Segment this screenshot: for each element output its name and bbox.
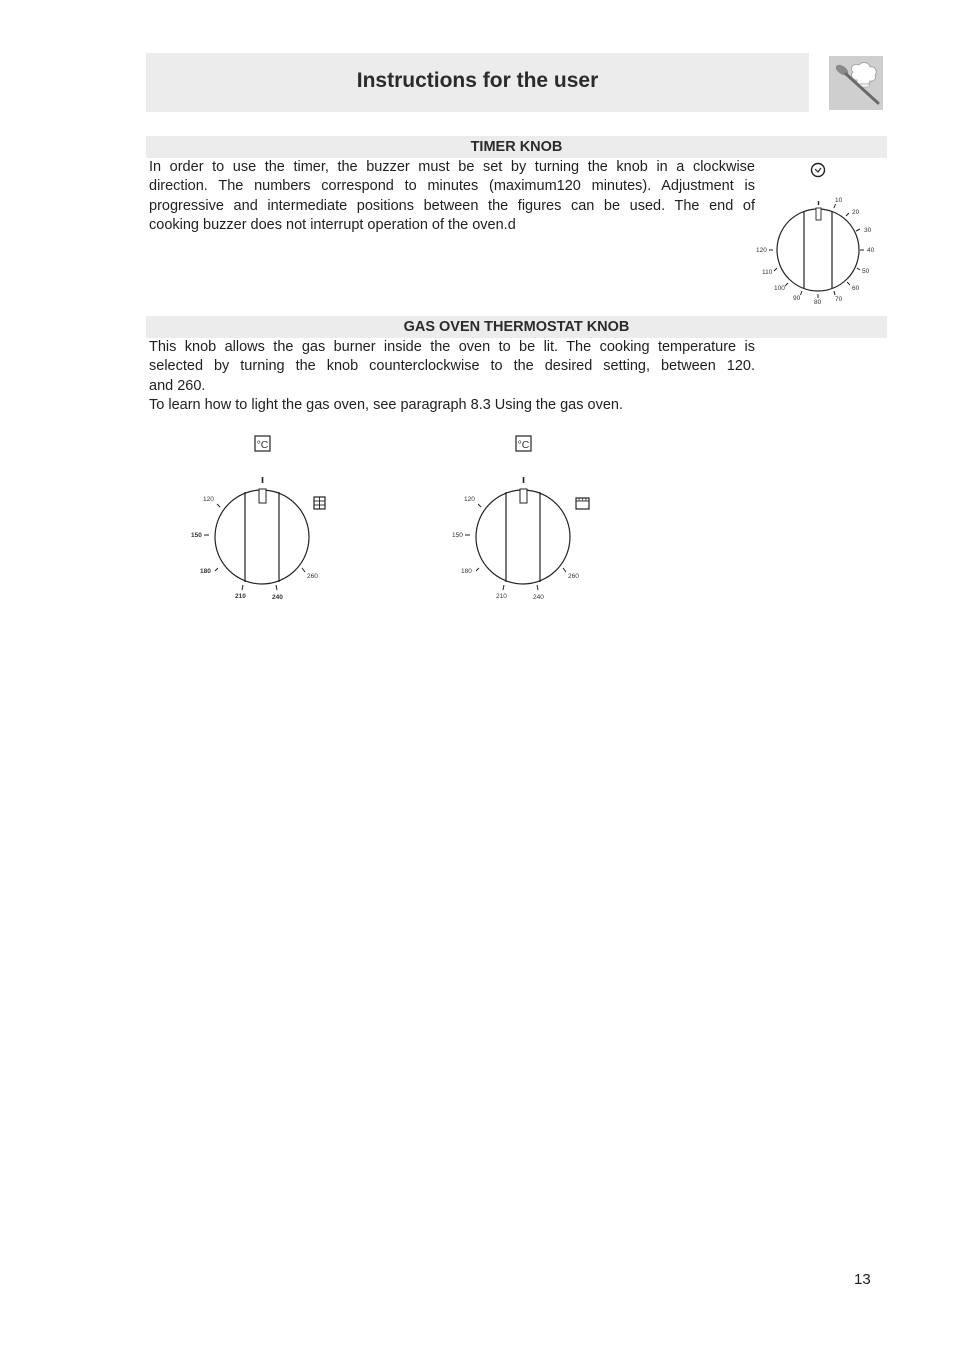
timer-label-50: 50 xyxy=(862,268,870,275)
timer-label-60: 60 xyxy=(852,285,860,292)
timer-knob xyxy=(777,201,859,291)
thermostat-1-label-210: 210 xyxy=(235,593,246,600)
spoon-chef-hat-icon xyxy=(829,56,883,110)
page-number: 13 xyxy=(854,1271,871,1288)
thermostat-text-line: selected by turning the knob counterclockwise to the desired setting, between 120. xyxy=(149,358,755,375)
thermostat-2-label-150: 150 xyxy=(452,532,463,539)
thermostat-knob-1-labels xyxy=(191,496,318,601)
thermostat-knob-1 xyxy=(215,477,309,584)
timer-description xyxy=(149,158,755,235)
oven-icon xyxy=(576,498,589,509)
timer-label-80: 80 xyxy=(814,299,822,306)
thermostat-1-label-180: 180 xyxy=(200,568,211,575)
thermostat-knob-diagram-2 xyxy=(441,430,601,610)
thermostat-1-label-120: 120 xyxy=(203,496,214,503)
celsius-icon xyxy=(255,436,270,451)
oven-grill-icon xyxy=(314,497,325,509)
timer-label-100: 100 xyxy=(774,285,785,292)
thermostat-knob-diagram-1 xyxy=(180,430,340,610)
timer-label-70: 70 xyxy=(835,296,843,303)
thermostat-1-label-150: 150 xyxy=(191,532,202,539)
timer-label-30: 30 xyxy=(864,227,872,234)
timer-text-line: cooking buzzer does not interrupt operation of the oven.d xyxy=(149,216,516,233)
thermostat-knob-2 xyxy=(476,477,570,584)
timer-text-line: direction. The numbers correspond to minutes (maximum120 minutes). Adjustment is xyxy=(149,178,755,195)
page-header xyxy=(146,53,809,112)
timer-label-10: 10 xyxy=(835,197,843,204)
thermostat-2-label-180: 180 xyxy=(461,568,472,575)
thermostat-description xyxy=(149,338,755,415)
timer-text-line: In order to use the timer, the buzzer must be set by turning the knob in a clockwise xyxy=(149,159,755,175)
thermostat-text-line: This knob allows the gas burner inside the oven to be lit. The cooking temperature is xyxy=(149,339,755,355)
timer-section-title: TIMER KNOB xyxy=(470,139,563,155)
timer-label-90: 90 xyxy=(793,295,801,302)
page-title: Instructions for the user xyxy=(356,68,599,92)
thermostat-2-label-260: 260 xyxy=(568,573,579,580)
celsius-symbol: °C xyxy=(256,439,269,451)
thermostat-1-label-240: 240 xyxy=(272,594,283,601)
thermostat-knob-2-labels xyxy=(452,496,579,601)
thermostat-text-line: To learn how to light the gas oven, see paragraph 8.3 Using the gas oven. xyxy=(149,396,623,413)
thermostat-text-line: and 260. xyxy=(149,377,206,394)
celsius-icon xyxy=(516,436,531,451)
timer-label-20: 20 xyxy=(852,209,860,216)
timer-knob-labels xyxy=(756,197,875,306)
timer-label-40: 40 xyxy=(867,247,875,254)
thermostat-section-title: GAS OVEN THERMOSTAT KNOB xyxy=(403,319,630,335)
thermostat-2-label-210: 210 xyxy=(496,593,507,600)
timer-text-line: progressive and intermediate positions between the figures can be used. The end of xyxy=(149,197,755,214)
celsius-symbol: °C xyxy=(517,439,530,451)
timer-label-110: 110 xyxy=(762,269,773,276)
thermostat-1-label-260: 260 xyxy=(307,573,318,580)
thermostat-2-label-240: 240 xyxy=(533,594,544,601)
thermostat-section-heading xyxy=(146,316,887,338)
clock-icon xyxy=(812,164,825,177)
timer-knob-diagram xyxy=(750,155,887,310)
timer-label-120: 120 xyxy=(756,247,767,254)
thermostat-2-label-120: 120 xyxy=(464,496,475,503)
